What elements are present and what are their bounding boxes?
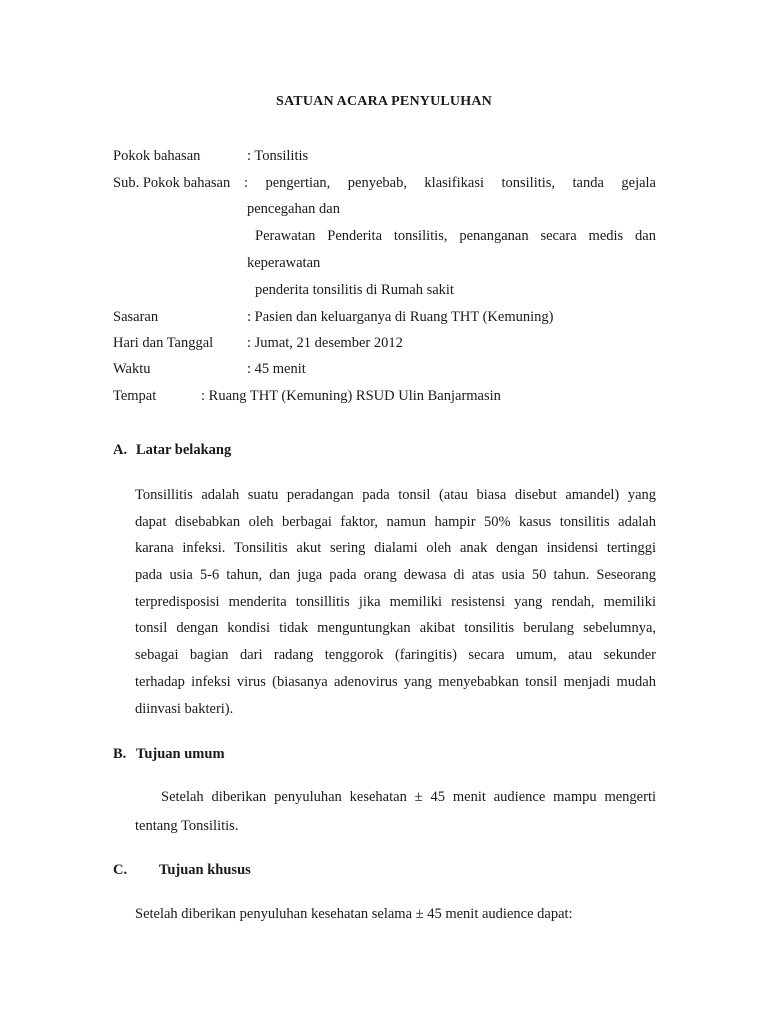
sub-pokok-bahasan-value-line-1: : pengertian, penyebab, klasifikasi tonsilitis, tanda gejala <box>244 175 656 191</box>
document-title: SATUAN ACARA PENYULUHAN <box>276 94 492 109</box>
section-b-heading: Tujuan umum <box>136 746 225 762</box>
paragraph-line: diinvasi bakteri). <box>135 700 234 717</box>
hari-tanggal-label: Hari dan Tanggal <box>113 335 214 351</box>
section-a-paragraph <box>135 482 656 722</box>
pokok-bahasan-value: : Tonsilitis <box>247 148 309 164</box>
section-c-text-line-1: Setelah diberikan penyuluhan kesehatan selama ± 45 menit audience dapat: <box>135 906 573 922</box>
section-b-text-line-2: tentang Tonsilitis. <box>135 818 239 834</box>
sub-pokok-bahasan-value-line-3: Perawatan Penderita tonsilitis, penanganan secara medis dan <box>255 228 656 244</box>
paragraph-line: dapat disebabkan oleh berbagai faktor, namun hampir 50% kasus tonsilitis adalah <box>135 513 656 530</box>
sub-pokok-bahasan-label: Sub. Pokok bahasan <box>113 175 231 191</box>
paragraph-line: sebagai bagian dari radang tenggorok (faringitis) secara umum, atau sekunder <box>135 647 656 664</box>
paragraph-line: Tonsillitis adalah suatu peradangan pada tonsil (atau biasa disebut amandel) yang <box>135 487 656 503</box>
sub-pokok-bahasan-value-line-4: keperawatan <box>247 255 321 271</box>
tempat-label: Tempat <box>113 388 157 404</box>
sasaran-label: Sasaran <box>113 309 159 325</box>
waktu-label: Waktu <box>113 361 151 377</box>
sub-pokok-bahasan-value-line-2: pencegahan dan <box>247 201 340 217</box>
section-c-marker: C. <box>113 862 128 878</box>
section-b-marker: B. <box>113 746 127 762</box>
section-a-heading: Latar belakang <box>136 442 232 458</box>
paragraph-line: tonsil dengan kondisi tidak menguntungkan akibat tonsilitis berulang sebelumnya, <box>135 620 656 637</box>
section-a-marker: A. <box>113 442 128 458</box>
tempat-value: : Ruang THT (Kemuning) RSUD Ulin Banjarmasin <box>201 388 501 404</box>
section-c-heading: Tujuan khusus <box>159 862 251 878</box>
pokok-bahasan-label: Pokok bahasan <box>113 148 201 164</box>
sub-pokok-bahasan-value-line-5: penderita tonsilitis di Rumah sakit <box>255 282 454 298</box>
sasaran-value: : Pasien dan keluarganya di Ruang THT (Kemuning) <box>247 309 554 325</box>
section-b-text-line-1: Setelah diberikan penyuluhan kesehatan ± 45 menit audience mampu mengerti <box>161 789 656 805</box>
paragraph-line: karana infeksi. Tonsilitis akut sering dialami oleh anak dengan insidensi tertinggi <box>135 540 656 557</box>
paragraph-line: terpredisposisi menderita tonsillitis jika memiliki resistensi yang rendah, memiliki <box>135 593 656 610</box>
hari-tanggal-value: : Jumat, 21 desember 2012 <box>247 335 403 351</box>
paragraph-line: terhadap infeksi virus (biasanya adenovirus yang menyebabkan tonsil menjadi mudah <box>135 673 656 690</box>
waktu-value: : 45 menit <box>247 361 306 377</box>
paragraph-line: pada usia 5-6 tahun, dan juga pada orang dewasa di atas usia 50 tahun. Seseorang <box>135 567 656 584</box>
